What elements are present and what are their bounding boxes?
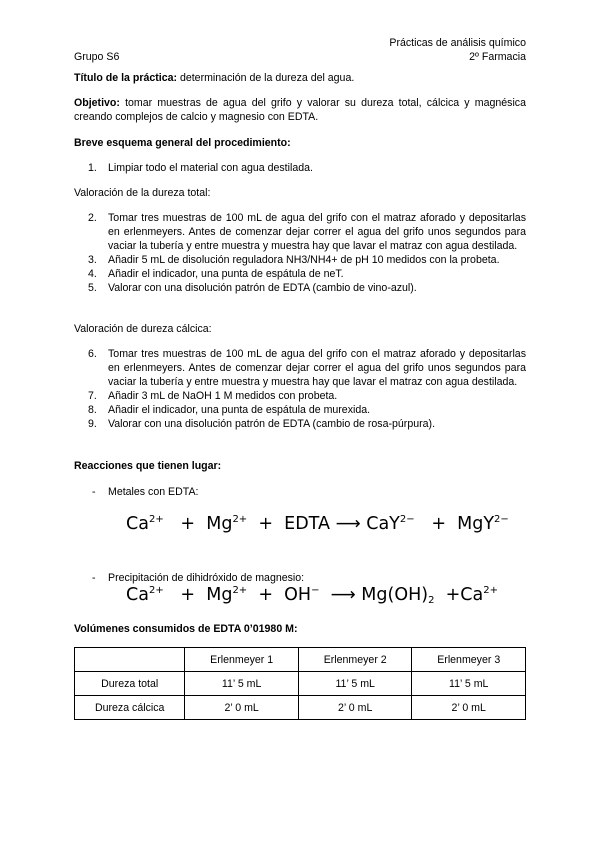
eq-ca-charge: 2+ [148,585,164,596]
procedure-step [74,281,526,295]
eq-plus: + [258,514,273,534]
volumes-heading [74,622,298,636]
reaction-item-edta [74,485,600,499]
reactions-heading [74,459,221,473]
eq-arrow: ⟶ [330,585,356,605]
table-row [75,672,526,696]
procedure-step [74,211,526,253]
step-number: 5. [88,282,97,294]
objective [74,96,526,124]
eq-mg: Mg [206,514,233,534]
eq-oh-charge: − [311,585,320,596]
equation-precipitation [126,585,498,606]
eq-mgoh-sub: 2 [428,595,435,606]
step-text: Añadir el indicador, una punta de espátula de neT. [108,268,344,280]
table-header-cell: Erlenmeyer 3 [412,648,526,672]
eq-ca-charge: 2+ [148,514,164,525]
procedure-step [74,389,526,403]
eq-ca: Ca [126,514,149,534]
dash-bullet: - [92,572,96,584]
procedure-heading [74,136,291,150]
step-number: 3. [88,254,97,266]
table-header-cell: Erlenmeyer 2 [298,648,412,672]
procedure-step [74,417,526,431]
procedure-step [74,403,526,417]
step-text: Valorar con una disolución patrón de EDTA (cambio de vino-azul). [108,282,417,294]
practice-title-label: Título de la práctica: [74,72,178,84]
table-cell: 2’ 0 mL [412,696,526,720]
objective-text: tomar muestras de agua del grifo y valorar su dureza total, cálcica y magnésica creando complejos de calcio y magnesio con EDTA. [74,97,526,123]
table-header-cell [75,648,185,672]
eq-plus: + [445,585,461,605]
table-header-row [75,648,526,672]
volumes-heading-text: Volúmenes consumidos de EDTA 0’01980 M: [74,623,298,635]
step-number: 7. [88,390,97,402]
step-text: Tomar tres muestras de 100 mL de agua del grifo con el matraz aforado y depositarlas en erlenmeyers. Antes de comenzar dejar correr el agua del grifo unos segundos para vaciar la tubería y entre muestra y muestra hay que lavar el matraz con agua destilada. [108,212,526,252]
eq-mgy-charge: 2− [494,514,509,525]
objective-label: Objetivo: [74,97,120,109]
table-row-label: Dureza cálcica [75,696,185,720]
table-cell: 11’ 5 mL [412,672,526,696]
reaction-item-text: Metales con EDTA: [108,486,199,498]
eq-ca: Ca [460,585,484,605]
practice-title [74,71,526,85]
table-row [75,696,526,720]
procedure-step [74,267,526,281]
table-header-cell: Erlenmeyer 1 [185,648,299,672]
equation-metals-edta [126,514,509,534]
eq-plus: + [180,514,196,534]
eq-mg: Mg [206,585,233,605]
step-number: 2. [88,212,97,224]
step-number: 4. [88,268,97,280]
eq-cay: CaY [366,514,400,534]
calcic-hardness-heading: Valoración de dureza cálcica: [74,323,212,335]
procedure-heading-text: Breve esquema general del procedimiento: [74,137,291,149]
step-list-calcic [74,347,526,431]
dash-bullet: - [92,486,96,498]
procedure-step [74,253,526,267]
step-text: Añadir 3 mL de NaOH 1 M medidos con probeta. [108,390,338,402]
step-list-total [74,211,526,295]
step-text: Limpiar todo el material con agua destilada. [108,162,313,174]
eq-ca: Ca [126,585,149,605]
reaction-item-text: Precipitación de dihidróxido de magnesio: [108,572,305,584]
step-number: 8. [88,404,97,416]
header-group: Grupo S6 [74,51,120,63]
step-list-general [74,161,526,175]
table-cell: 11’ 5 mL [185,672,299,696]
procedure-step [74,347,526,389]
header-course: Prácticas de análisis químico [389,37,526,49]
header-degree: 2º Farmacia [469,51,526,63]
total-hardness-heading: Valoración de la dureza total: [74,187,211,199]
eq-mgy: MgY [457,514,495,534]
practice-title-text: determinación de la dureza del agua. [177,72,355,84]
table-cell: 2’ 0 mL [298,696,412,720]
reaction-item-precipitation [74,571,600,585]
eq-mg-charge: 2+ [232,585,248,596]
eq-plus: + [180,585,196,605]
eq-edta: EDTA [284,514,330,534]
step-text: Valorar con una disolución patrón de EDTA (cambio de rosa-púrpura). [108,418,436,430]
eq-arrow: ⟶ [335,514,361,534]
table-cell: 2’ 0 mL [185,696,299,720]
eq-oh: OH [284,585,312,605]
step-text: Añadir el indicador, una punta de espátula de murexida. [108,404,371,416]
eq-plus: + [431,514,446,534]
eq-mg-charge: 2+ [232,514,248,525]
eq-ca-charge: 2+ [483,585,498,596]
step-text: Tomar tres muestras de 100 mL de agua del grifo con el matraz aforado y depositarlas en erlenmeyers. Antes de comenzar dejar correr el agua del grifo unos segundos para vaciar la tubería y entre muestra y muestra hay que lavar el matraz con agua destilada. [108,348,526,388]
step-number: 6. [88,348,97,360]
procedure-step [74,161,526,175]
eq-cay-charge: 2− [399,514,415,525]
step-text: Añadir 5 mL de disolución reguladora NH3/NH4+ de pH 10 medidos con la probeta. [108,254,500,266]
step-number: 9. [88,418,97,430]
eq-plus: + [258,585,273,605]
reactions-heading-text: Reacciones que tienen lugar: [74,460,222,472]
table-cell: 11’ 5 mL [298,672,412,696]
table-row-label: Dureza total [75,672,185,696]
volumes-table [74,647,526,720]
eq-mgoh: Mg(OH) [361,585,429,605]
step-number: 1. [88,162,97,174]
